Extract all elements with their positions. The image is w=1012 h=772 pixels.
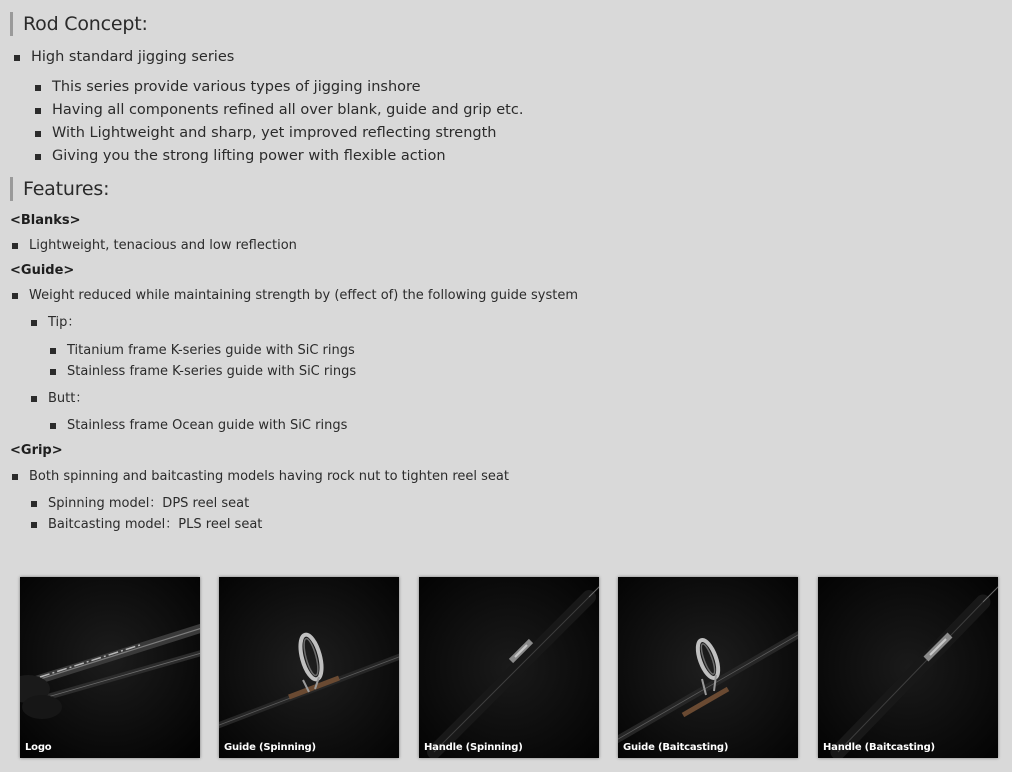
list-item: Baitcasting model：PLS reel seat [48,514,262,535]
list-item: Giving you the strong lifting power with flexible action [52,145,523,168]
list-item: With Lightweight and sharp, yet improved reflecting strength [52,122,523,145]
gallery-thumb-guide-baitcasting[interactable] [618,577,798,758]
list-item: This series provide various types of jigging inshore [52,76,523,99]
blanks-list [29,235,297,256]
gallery-thumb-handle-baitcasting[interactable] [818,577,998,758]
guide-butt-list [48,388,88,409]
gallery-caption: Logo [25,742,52,753]
list-item: Lightweight, tenacious and low reflection [29,235,297,256]
rod-concept-heading: Rod Concept: [10,12,148,36]
grip-sub-list [48,493,262,535]
guide-list [29,285,578,306]
gallery-caption: Guide (Baitcasting) [623,742,729,753]
list-item: Titanium frame K-series guide with SiC rings [67,340,356,361]
list-item: Stainless frame K-series guide with SiC rings [67,361,356,382]
rod-guide-image [219,577,399,758]
rod-handle-image [419,577,599,758]
guide-tip-items [67,340,356,382]
list-item: High standard jigging series [31,46,234,69]
rod-logo-image [20,577,200,758]
gallery-caption: Guide (Spinning) [224,742,316,753]
features-heading: Features: [10,177,109,201]
list-item: Butt： [48,388,88,409]
rod-guide-image [618,577,798,758]
list-item: Weight reduced while maintaining strength by (effect of) the following guide system [29,285,578,306]
guide-tip-list [48,312,80,333]
gallery-thumb-handle-spinning[interactable] [419,577,599,758]
grip-label: <Grip> [10,443,63,458]
rod-handle-image [818,577,998,758]
rod-concept-sub-list [52,76,523,168]
list-item: Both spinning and baitcasting models having rock nut to tighten reel seat [29,466,509,487]
guide-label: <Guide> [10,263,75,278]
gallery-thumb-guide-spinning[interactable] [219,577,399,758]
gallery-caption: Handle (Spinning) [424,742,523,753]
grip-list [29,466,509,487]
blanks-label: <Blanks> [10,213,81,228]
list-item: Having all components refined all over blank, guide and grip etc. [52,99,523,122]
list-item: Stainless frame Ocean guide with SiC rings [67,415,347,436]
list-item: Tip： [48,312,80,333]
gallery-caption: Handle (Baitcasting) [823,742,935,753]
guide-butt-items [67,415,347,436]
gallery-thumb-logo[interactable] [20,577,200,758]
list-item: Spinning model：DPS reel seat [48,493,262,514]
rod-concept-list [31,46,234,69]
